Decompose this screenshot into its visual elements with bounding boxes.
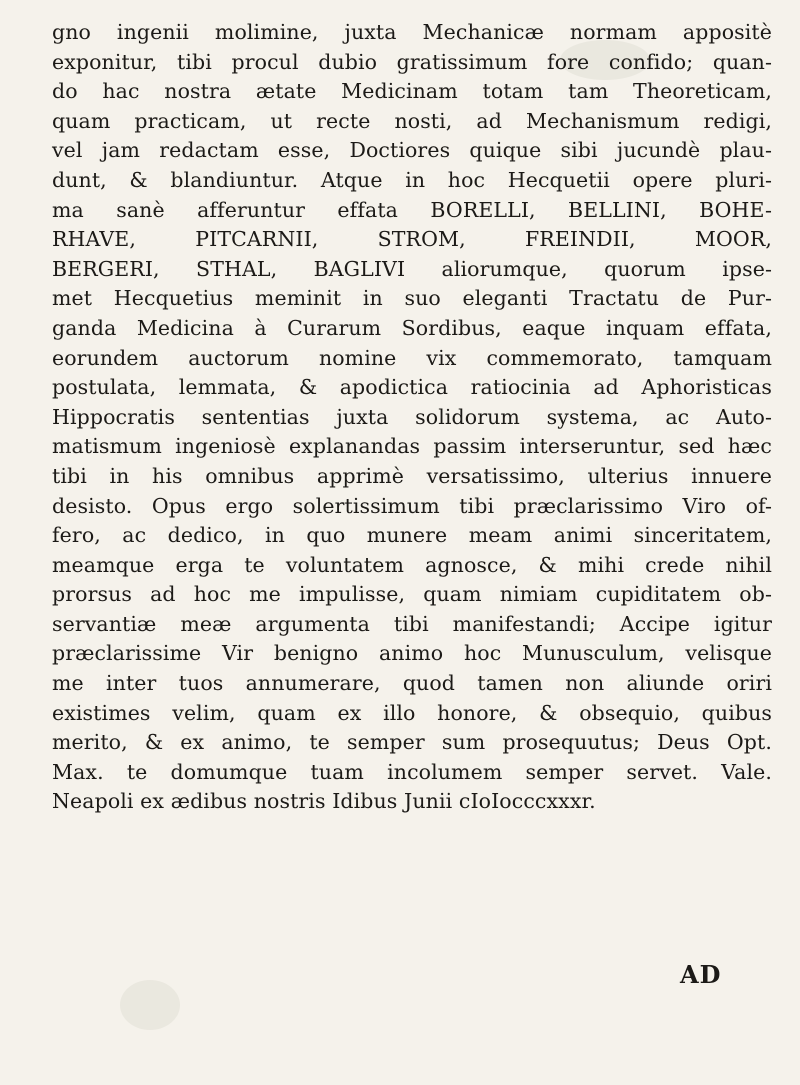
text-line: merito, & ex animo, te semper sum prosequutus; Deus Opt. bbox=[52, 730, 772, 755]
body-text bbox=[52, 18, 772, 817]
text-line: postulata, lemmata, & apodictica ratiocinia ad Aphoristicas bbox=[52, 375, 772, 400]
text-line: ma sanè afferuntur effata BORELLI, BELLINI, BOHE- bbox=[52, 197, 772, 222]
text-line: desisto. Opus ergo solertissimum tibi præclarissimo Viro of- bbox=[52, 493, 772, 518]
text-line: fero, ac dedico, in quo munere meam animi sinceritatem, bbox=[52, 523, 772, 548]
text-line: Neapoli ex ædibus nostris Idibus Junii cIoIocccxxxr. bbox=[52, 789, 596, 814]
text-line: exponitur, tibi procul dubio gratissimum fore confido; quan- bbox=[52, 49, 772, 74]
text-line: met Hecquetius meminit in suo eleganti Tractatu de Pur- bbox=[52, 286, 772, 311]
text-line: dunt, & blandiuntur. Atque in hoc Hecquetii opere pluri- bbox=[52, 167, 772, 192]
catchword: AD bbox=[680, 960, 722, 989]
text-line: RHAVE, PITCARNII, STROM, FREINDII, MOOR, bbox=[52, 227, 772, 252]
text-line: vel jam redactam esse, Doctiores quique sibi jucundè plau- bbox=[52, 138, 772, 163]
text-line: me inter tuos annumerare, quod tamen non aliunde oriri bbox=[52, 671, 772, 696]
text-line: Hippocratis sententias juxta solidorum systema, ac Auto- bbox=[52, 404, 772, 429]
text-line: BERGERI, STHAL, BAGLIVI aliorumque, quorum ipse- bbox=[52, 256, 772, 281]
text-line: tibi in his omnibus apprimè versatissimo, ulterius innuere bbox=[52, 463, 772, 488]
text-line: matismum ingeniosè explanandas passim interseruntur, sed hæc bbox=[52, 434, 772, 459]
paper-stain bbox=[120, 980, 180, 1030]
text-line: meamque erga te voluntatem agnosce, & mihi crede nihil bbox=[52, 552, 772, 577]
text-line: servantiæ meæ argumenta tibi manifestandi; Accipe igitur bbox=[52, 611, 772, 636]
text-line: eorundem auctorum nomine vix commemorato, tamquam bbox=[52, 345, 772, 370]
text-line: do hac nostra ætate Medicinam totam tam Theoreticam, bbox=[52, 79, 772, 104]
text-line: prorsus ad hoc me impulisse, quam nimiam cupiditatem ob- bbox=[52, 582, 772, 607]
text-line: Max. te domumque tuam incolumem semper servet. Vale. bbox=[52, 759, 772, 784]
text-line: quam practicam, ut recte nosti, ad Mechanismum redigi, bbox=[52, 108, 772, 133]
text-line: gno ingenii molimine, juxta Mechanicæ normam appositè bbox=[52, 20, 772, 44]
text-line: præclarissime Vir benigno animo hoc Munusculum, velisque bbox=[52, 641, 772, 666]
text-line: ganda Medicina à Curarum Sordibus, eaque inquam effata, bbox=[52, 315, 772, 340]
text-line: existimes velim, quam ex illo honore, & obsequio, quibus bbox=[52, 700, 772, 725]
